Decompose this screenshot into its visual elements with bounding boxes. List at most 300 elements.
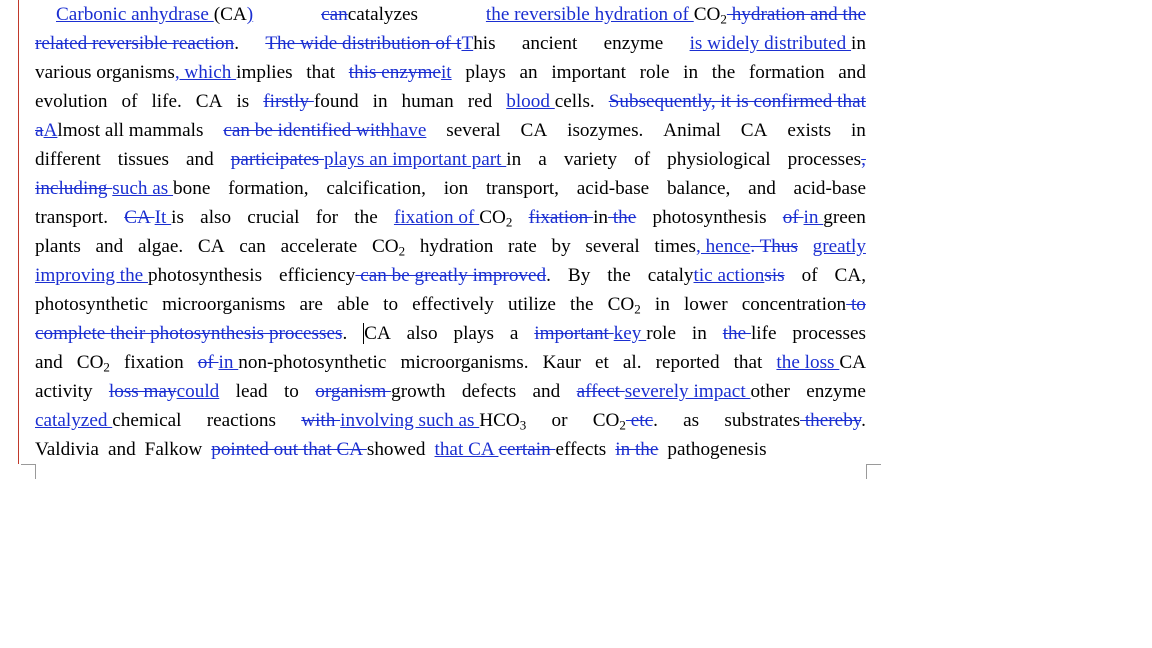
word bbox=[394, 203, 512, 232]
text-run: of bbox=[634, 149, 651, 170]
text-run: hydration bbox=[419, 236, 494, 257]
word bbox=[794, 174, 866, 203]
word bbox=[783, 203, 866, 232]
text-run: different bbox=[35, 149, 101, 170]
deletion-run: complete their photosynthesis processes bbox=[35, 323, 343, 344]
word bbox=[223, 116, 426, 145]
text-run: photosynthesis bbox=[652, 207, 767, 228]
text-run: human bbox=[401, 91, 454, 112]
word bbox=[321, 0, 418, 29]
text-line bbox=[35, 290, 866, 319]
text-run: in bbox=[506, 149, 522, 170]
word bbox=[570, 290, 593, 319]
text-run: CA bbox=[740, 120, 768, 141]
text-run: CA bbox=[195, 91, 223, 112]
text-run: photosynthesis bbox=[147, 265, 263, 286]
text-line bbox=[35, 406, 866, 435]
word bbox=[35, 145, 101, 174]
text-run: in bbox=[851, 33, 866, 54]
insertion-run: in bbox=[803, 207, 824, 228]
word bbox=[520, 58, 538, 87]
word bbox=[35, 87, 107, 116]
insertion-run: is widely distributed bbox=[689, 33, 852, 54]
word bbox=[723, 319, 777, 348]
text-run: red bbox=[467, 91, 493, 112]
text-run: reported bbox=[655, 352, 720, 373]
word bbox=[806, 377, 866, 406]
word bbox=[407, 319, 438, 348]
word bbox=[284, 377, 299, 406]
deletion-run: with bbox=[301, 410, 341, 431]
crop-mark-left bbox=[21, 464, 36, 479]
word bbox=[506, 87, 594, 116]
text-run: also bbox=[200, 207, 232, 228]
crop-mark-right bbox=[866, 464, 881, 479]
subscript: 2 bbox=[619, 417, 626, 433]
insertion-run: such as bbox=[112, 178, 174, 199]
word bbox=[667, 145, 770, 174]
word bbox=[186, 145, 214, 174]
insertion-run: , hence bbox=[695, 236, 751, 257]
word bbox=[724, 406, 866, 435]
insertion-run: severely impact bbox=[624, 381, 751, 402]
insertion-run: in bbox=[218, 352, 239, 373]
text-run: chemical bbox=[112, 410, 182, 431]
text-run: as bbox=[683, 410, 700, 431]
text-run: (CA bbox=[213, 4, 247, 25]
text-line bbox=[35, 203, 866, 232]
text-line bbox=[35, 116, 866, 145]
text-line bbox=[35, 29, 866, 58]
insertion-run: T bbox=[461, 33, 474, 54]
text-run: . bbox=[234, 33, 240, 54]
word bbox=[372, 232, 405, 261]
insertion-run: A bbox=[43, 120, 58, 141]
text-run: or bbox=[551, 410, 568, 431]
deletion-run: a bbox=[35, 120, 44, 141]
text-run: CO bbox=[479, 207, 506, 228]
text-run: the bbox=[570, 294, 594, 315]
word bbox=[412, 290, 494, 319]
text-run: a bbox=[538, 149, 547, 170]
word bbox=[802, 261, 818, 290]
word bbox=[316, 203, 338, 232]
text-run: concentration bbox=[741, 294, 847, 315]
text-line bbox=[35, 377, 866, 406]
text-run: in bbox=[691, 323, 707, 344]
word bbox=[383, 290, 398, 319]
text-run: able bbox=[337, 294, 370, 315]
word bbox=[552, 232, 571, 261]
word bbox=[337, 290, 369, 319]
deletion-run: of bbox=[197, 352, 219, 373]
word bbox=[640, 58, 670, 87]
text-run: can bbox=[239, 236, 266, 257]
text-run: Falkow bbox=[144, 439, 203, 460]
text-run: processes bbox=[792, 323, 866, 344]
text-run: crucial bbox=[247, 207, 300, 228]
text-run: reactions bbox=[206, 410, 276, 431]
word bbox=[508, 290, 556, 319]
word bbox=[151, 87, 181, 116]
deletion-run: important bbox=[534, 323, 614, 344]
text-run: and bbox=[186, 149, 214, 170]
word bbox=[315, 377, 445, 406]
deletion-run: related reversible reaction bbox=[35, 33, 235, 54]
text-run: et bbox=[595, 352, 609, 373]
text-run: defects bbox=[461, 381, 517, 402]
word bbox=[239, 232, 266, 261]
word bbox=[363, 319, 391, 348]
text-run: that bbox=[733, 352, 763, 373]
text-run: algae. bbox=[137, 236, 184, 257]
deletion-run: including bbox=[35, 178, 113, 199]
word bbox=[734, 348, 763, 377]
deletion-run: in the bbox=[615, 439, 659, 460]
text-run: calcification, bbox=[326, 178, 426, 199]
word bbox=[655, 290, 670, 319]
text-run: plays bbox=[453, 323, 494, 344]
text-run: his bbox=[473, 33, 496, 54]
word bbox=[35, 116, 203, 145]
word bbox=[749, 58, 825, 87]
word bbox=[615, 435, 658, 464]
text-run: CO bbox=[76, 352, 104, 373]
word bbox=[326, 174, 426, 203]
word bbox=[35, 348, 63, 377]
deletion-run: affect bbox=[576, 381, 625, 402]
text-run: acid-base bbox=[793, 178, 866, 199]
text-line bbox=[35, 0, 866, 29]
text-run: physiological bbox=[667, 149, 771, 170]
word bbox=[663, 116, 721, 145]
word bbox=[35, 406, 181, 435]
word bbox=[118, 145, 169, 174]
deletion-run: of bbox=[782, 207, 804, 228]
word bbox=[462, 377, 516, 406]
word bbox=[742, 290, 866, 319]
word bbox=[465, 58, 506, 87]
text-run: green bbox=[823, 207, 866, 228]
deletion-run: firstly bbox=[263, 91, 314, 112]
text-run: in bbox=[372, 91, 388, 112]
text-run: lead bbox=[235, 381, 268, 402]
deletion-run: the bbox=[722, 323, 751, 344]
word bbox=[145, 435, 203, 464]
deletion-run: can bbox=[321, 4, 348, 25]
word bbox=[200, 203, 231, 232]
text-run: acid-base bbox=[576, 178, 650, 199]
word bbox=[510, 319, 519, 348]
insertion-run: key bbox=[613, 323, 647, 344]
subscript: 2 bbox=[505, 214, 513, 230]
word bbox=[712, 58, 735, 87]
word bbox=[508, 232, 537, 261]
text-run: formation bbox=[748, 62, 825, 83]
text-run: and bbox=[107, 439, 136, 460]
insertion-run: It bbox=[154, 207, 172, 228]
word bbox=[35, 377, 93, 406]
text-run: various organisms bbox=[35, 62, 175, 83]
word bbox=[538, 145, 547, 174]
text-run: CO bbox=[371, 236, 399, 257]
deletion-run: this enzyme bbox=[348, 62, 441, 83]
word bbox=[609, 87, 866, 116]
word bbox=[577, 174, 649, 203]
insertion-run: Carbonic anhydrase bbox=[56, 4, 214, 25]
word bbox=[595, 348, 609, 377]
text-run: non-photosynthetic bbox=[238, 352, 387, 373]
text-run: microorganisms bbox=[162, 294, 286, 315]
text-run: evolution bbox=[35, 91, 108, 112]
deletion-run: can be identified with bbox=[223, 120, 391, 141]
word bbox=[684, 290, 728, 319]
text-run: role bbox=[646, 323, 677, 344]
word bbox=[435, 435, 607, 464]
word bbox=[124, 348, 184, 377]
text-run: . bbox=[546, 265, 551, 286]
word bbox=[231, 145, 521, 174]
word bbox=[35, 174, 210, 203]
change-bar bbox=[18, 0, 19, 464]
word bbox=[835, 261, 866, 290]
text-run: variety bbox=[563, 149, 618, 170]
word bbox=[667, 435, 766, 464]
text-run: life bbox=[750, 323, 777, 344]
text-run: fixation bbox=[124, 352, 184, 373]
word bbox=[236, 377, 268, 406]
word bbox=[124, 203, 184, 232]
deletion-run: sis bbox=[764, 265, 785, 286]
text-run: enzyme bbox=[603, 33, 664, 54]
text-run: exists bbox=[787, 120, 832, 141]
word bbox=[306, 58, 335, 87]
deletion-run: . Thus bbox=[750, 236, 798, 257]
text-run: isozymes. bbox=[567, 120, 644, 141]
deletion-run: certain bbox=[498, 439, 556, 460]
word bbox=[196, 87, 223, 116]
text-run: CA bbox=[197, 236, 225, 257]
deletion-run: pointed out that CA bbox=[211, 439, 367, 460]
text-run: microorganisms. bbox=[400, 352, 529, 373]
word bbox=[585, 232, 639, 261]
word bbox=[109, 377, 219, 406]
text-run: ion bbox=[443, 178, 469, 199]
word bbox=[402, 87, 454, 116]
word bbox=[654, 232, 798, 261]
word bbox=[446, 116, 500, 145]
text-run: CO bbox=[693, 4, 721, 25]
text-run-cursor: CA bbox=[364, 323, 391, 344]
text-run: a bbox=[509, 323, 519, 344]
word bbox=[35, 290, 148, 319]
subscript: 2 bbox=[398, 243, 406, 259]
text-run: important bbox=[551, 62, 626, 83]
deletion-run: participates bbox=[230, 149, 324, 170]
text-run: implies bbox=[236, 62, 293, 83]
word bbox=[623, 348, 642, 377]
text-run: formation, bbox=[228, 178, 309, 199]
text-run: to bbox=[383, 294, 399, 315]
text-run: plants bbox=[35, 236, 81, 257]
word bbox=[453, 319, 494, 348]
deletion-run: the bbox=[608, 207, 637, 228]
text-run: in bbox=[593, 207, 609, 228]
text-line bbox=[35, 319, 866, 348]
word bbox=[56, 0, 253, 29]
paragraph[interactable] bbox=[35, 0, 866, 464]
text-run: . bbox=[861, 410, 866, 431]
word bbox=[656, 348, 720, 377]
word bbox=[522, 29, 577, 58]
text-run: of bbox=[801, 265, 818, 286]
word bbox=[35, 319, 347, 348]
word bbox=[420, 232, 494, 261]
word bbox=[198, 348, 387, 377]
word bbox=[683, 406, 699, 435]
word bbox=[468, 87, 493, 116]
text-run: rate bbox=[508, 236, 537, 257]
text-run: the bbox=[607, 265, 631, 286]
word bbox=[577, 377, 790, 406]
text-run: that bbox=[306, 62, 336, 83]
text-run: and bbox=[35, 352, 63, 373]
word bbox=[787, 116, 831, 145]
word bbox=[400, 348, 528, 377]
text-line bbox=[35, 261, 866, 290]
insertion-run: could bbox=[176, 381, 220, 402]
word bbox=[300, 290, 323, 319]
subscript: 2 bbox=[634, 301, 641, 317]
word bbox=[349, 58, 452, 87]
text-run: effects bbox=[555, 439, 607, 460]
text-run: also bbox=[406, 323, 438, 344]
word bbox=[486, 0, 866, 29]
deletion-run: etc bbox=[625, 410, 654, 431]
word bbox=[604, 29, 664, 58]
word bbox=[108, 435, 136, 464]
word bbox=[198, 232, 225, 261]
text-run: role bbox=[639, 62, 670, 83]
word bbox=[281, 232, 358, 261]
text-run: in bbox=[654, 294, 670, 315]
text-run: ancient bbox=[521, 33, 578, 54]
text-line bbox=[35, 174, 866, 203]
text-run: bone bbox=[173, 178, 211, 199]
insertion-run: the reversible hydration of bbox=[485, 4, 694, 25]
text-run: in bbox=[850, 120, 866, 141]
text-run: and bbox=[95, 236, 124, 257]
text-line bbox=[35, 435, 866, 464]
insertion-run: that CA bbox=[434, 439, 499, 460]
deletion-run: fixation bbox=[528, 207, 594, 228]
text-run: CA, bbox=[834, 265, 866, 286]
text-run: enzyme bbox=[806, 381, 866, 402]
word bbox=[648, 261, 785, 290]
insertion-run: tic action bbox=[693, 265, 765, 286]
text-run: HCO bbox=[479, 410, 520, 431]
text-run: . bbox=[342, 323, 348, 344]
text-run: and bbox=[748, 178, 776, 199]
word bbox=[652, 203, 766, 232]
text-run: . bbox=[653, 410, 658, 431]
text-run: cataly bbox=[647, 265, 694, 286]
text-run: growth bbox=[391, 381, 446, 402]
deletion-run: , bbox=[861, 149, 866, 170]
text-run: and bbox=[838, 62, 866, 83]
insertion-run: it bbox=[440, 62, 452, 83]
word bbox=[692, 319, 707, 348]
text-run: catalyzes bbox=[347, 4, 419, 25]
word bbox=[121, 87, 137, 116]
subscript: 2 bbox=[720, 11, 727, 27]
word bbox=[813, 232, 866, 261]
word bbox=[96, 232, 124, 261]
text-run: effectively bbox=[412, 294, 494, 315]
word bbox=[551, 58, 626, 87]
text-run: efficiency bbox=[279, 265, 356, 286]
word bbox=[533, 377, 561, 406]
insertion-run: blood bbox=[506, 91, 555, 112]
word bbox=[263, 87, 358, 116]
insertion-run: , which bbox=[174, 62, 237, 83]
word bbox=[279, 261, 551, 290]
insertion-run: fixation of bbox=[393, 207, 480, 228]
text-run: By bbox=[567, 265, 591, 286]
insertion-run: the loss bbox=[776, 352, 840, 373]
word bbox=[162, 290, 285, 319]
text-run: lmost all mammals bbox=[57, 120, 204, 141]
word bbox=[486, 174, 559, 203]
text-line bbox=[35, 58, 866, 87]
word bbox=[543, 348, 581, 377]
word bbox=[792, 319, 866, 348]
word bbox=[776, 348, 866, 377]
word bbox=[634, 145, 650, 174]
text-run: Kaur bbox=[542, 352, 581, 373]
text-run: an bbox=[519, 62, 538, 83]
word bbox=[211, 435, 425, 464]
text-run: substrates bbox=[724, 410, 801, 431]
word bbox=[265, 29, 495, 58]
word bbox=[35, 435, 99, 464]
word bbox=[529, 203, 637, 232]
word bbox=[741, 116, 768, 145]
deletion-run: hydration and the bbox=[726, 4, 866, 25]
word bbox=[247, 203, 299, 232]
word bbox=[690, 29, 866, 58]
text-run: of bbox=[121, 91, 138, 112]
text-run: to bbox=[283, 381, 299, 402]
text-run: plays bbox=[465, 62, 506, 83]
word bbox=[373, 87, 388, 116]
text-line bbox=[35, 145, 866, 174]
word bbox=[228, 174, 308, 203]
word bbox=[683, 58, 698, 87]
text-run: for bbox=[315, 207, 339, 228]
word bbox=[138, 232, 183, 261]
text-run: in bbox=[683, 62, 699, 83]
text-run: is bbox=[236, 91, 250, 112]
word bbox=[207, 406, 276, 435]
insertion-run: plays an important part bbox=[324, 149, 507, 170]
insertion-run: catalyzed bbox=[35, 410, 113, 431]
deletion-run: organism bbox=[315, 381, 392, 402]
text-run: life. bbox=[151, 91, 182, 112]
text-line bbox=[35, 232, 866, 261]
insertion-run: involving such as bbox=[340, 410, 480, 431]
deletion-run: to bbox=[846, 294, 866, 315]
